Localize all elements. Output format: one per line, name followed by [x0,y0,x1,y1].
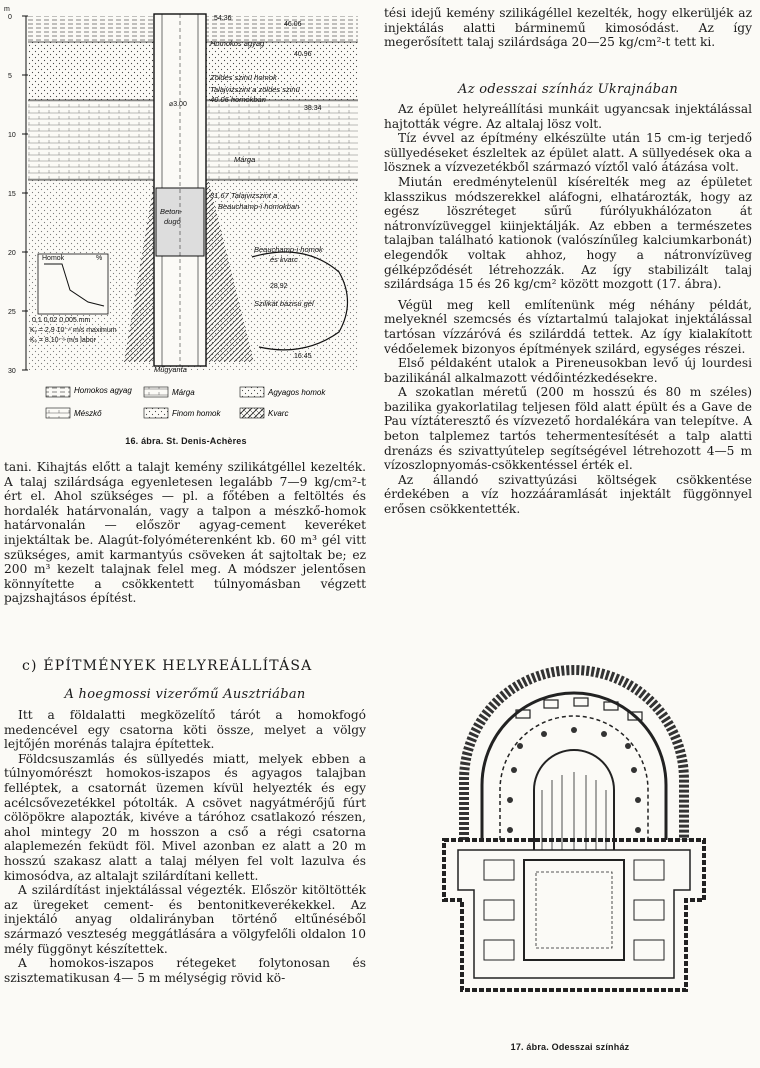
inset-label-homok: Homok [42,255,65,262]
label-marga: Márga [234,155,256,164]
subheading-block-1 [4,687,366,702]
depth-tick-label: 25 [8,309,16,316]
depth-tick-label: 10 [8,132,16,139]
inset-label-k2: Kᵥ = 8.10⁻⁶ m/s labor [30,337,96,344]
legend [46,386,326,418]
section-heading-block [4,658,366,674]
paragraph: Miután eredménytelenül kísérelték meg az épületet klasszikus módszerekkel aláfogni, elhatározták, hogy az egész löszréteget sűrű fúrólyukhálózaton át nátronvízüveggel kiinjektálják. Az ebben a természetes talajban található kationok (valószínűleg kalciumkarbonát) elegendők voltak ahhoz, hogy a nátronvízüveg gélképződését létrehozzák. Az így stabilizált talaj szilárdsága 15 és 26 kg/cm² között mozgott (17. ábra). [384,174,752,292]
label-zoldes: Zöldes szinü homok [210,73,277,82]
label-beauchamp-2: Beauchamp-i homok [254,245,323,254]
paragraph: Végül meg kell említenünk még néhány példát, melyeknél szemcsés és víztartalmú talajokat injektálással tartósan vízzáróvá és szilárddá tettek. Az így kialakított védőelemek bizonyos építmények szilárd, egységes részei. [384,297,752,356]
paragraph: Az épület helyreállítási munkáit ugyancsak injektálással hajtották végre. Az altalaj lösz volt. [384,102,752,131]
inset-label-pct: % [96,255,103,262]
label-szilikat: Szilikát bázisú gél [254,299,314,308]
label-beton-1: Beton- [160,207,183,216]
inset-label-x: 0,1 0,02 0,005 mm [32,317,91,324]
legend-homokos-agyag: Homokos agyag [74,386,132,395]
subheading-odessa: Az odesszai színház Ukrajnában [458,82,678,97]
subheading-hoegmoss: A hoegmossi vizerőmű Ausztriában [64,687,306,702]
paragraph: Földcsuszamlás és süllyedés miatt, melyek ebben a túlnyomórészt homokos-iszapos és agyagos talajban felléptek, a csatornát üzemen kívül helyezték és egy acélcsővezetékkel pótolták. A csövet nagyátmérőjű fúrt cölöpökre alapozták, kivéve a táróhoz csatlakozó részen, ahol mintegy 20 m hosszon a cső a régi csatorna alaplemezén feküdt föl. Mivel azonban ez alatt a 20 m hosszú szakasz alatt a talaj mélyen fel volt lazulva és kimosódva, az altalajt szilárdítani kellett. [4,751,366,883]
inset-graph [38,254,108,314]
subheading-block-2 [384,82,752,97]
depth-tick-label: 15 [8,191,16,198]
stage [524,860,624,960]
figure-17-drawing [424,650,724,1030]
label-talajviz-1: Talajvizszint a zöldes szinü [210,85,300,94]
legend-meszko: Mészkő [74,409,102,418]
paragraph: A szilárdítást injektálással végezték. Először kitöltötték az üregeket cement- és bentonitkeverékekkel. Az injektáló anyag oldalirányban történő eltűnéséből származó veszteség meggátlására a völgyfelőli oldalon 10 mély függönyt készítettek. [4,883,366,956]
figure-16 [4,2,368,442]
right-text-block-2 [384,102,752,517]
label-31-67: 31.67 Talajvizszint a [210,191,278,200]
figure-17 [424,650,724,1030]
figure-16-caption: 16. ábra. St. Denis-Achères [125,436,247,446]
left-text-block-1 [4,460,366,606]
label-54-36: 54.36 [214,15,232,22]
label-16-45: 16.45 [294,353,312,360]
depth-tick-label: 0 [8,14,12,21]
figure-16-drawing [4,2,368,442]
label-beauchamp-1: Beauchamp-i homokban [218,202,300,211]
depth-tick-label: 30 [8,368,16,375]
right-text-block-1 [384,6,752,50]
paragraph: Itt a földalatti megközelítő tárót a homokfogó medencével egy csatorna köti össze, melyet a völgy lejtőjén morénás talajra építettek. [4,708,366,752]
label-40-96: 40.96 [294,51,312,58]
legend-marga: Márga [172,388,195,397]
legend-finom-homok: Finom homok [172,409,221,418]
legend-agyagos-homok: Agyagos homok [268,388,326,397]
depth-ticks [8,14,28,375]
paragraph: Első példaként utalok a Pireneusokban levő új lourdesi bazilikánál alkalmazott védőintézkedésekre. [384,356,752,385]
depth-tick-label: 5 [8,73,12,80]
label-homokos-agyag: Homokos agyag [210,39,265,48]
figure-17-caption: 17. ábra. Odesszai színház [510,1042,630,1052]
left-text-block-2 [4,708,366,985]
paragraph: A szokatlan méretű (200 m hosszú és 80 m széles) bazilika gyakorlatilag teljesen föld alatt épült és a Gave de Pau víztáteresztő és vízvezető hordalékára van telepítve. A beton talplemez tartós tehermentesítését a talp alatti drenázs és szivattyútelep segítségével létrehozott 4—5 m vízoszlopnyomás-csökkentéssel érték el. [384,385,752,473]
building-base [444,840,704,990]
paragraph: A homokos-iszapos rétegeket folytonosan és szisztematikusan 4— 5 m mélységig rövid kö- [4,956,366,985]
paragraph: Az állandó szivattyúzási költségek csökkentése érdekében a víz hozzááramlását injektált függönnyel erősen csökkentették. [384,472,752,517]
label-beton-2: dugó [164,217,181,226]
section-heading: c) ÉPÍTMÉNYEK HELYREÁLLÍTÁSA [22,658,313,674]
paragraph: tési idejű kemény szilikágéllel kezelték, hogy elkerüljék az injektálás alatti bárminemű kimosódást. Az így megerősített talaj szilárdsága 20—25 kg/cm²-t tett ki. [384,6,752,50]
label-28-92: 28.92 [270,283,288,290]
axis-unit: m [4,6,10,13]
label-38-34: 38.34 [304,105,322,112]
inset-label-k1: Kᵥ = 2,9 10⁻⁴ m/s maximum [30,327,117,334]
label-talajviz-2: 40.06 homokban [210,95,266,104]
paragraph: Tíz évvel az építmény elkészülte után 15 cm-ig terjedő süllyedéseket észleltek az épület alatt. A süllyedések oka a lösznek a vízvezetékből származó víztől való átázása volt. [384,131,752,175]
legend-kvarc: Kvarc [268,409,289,418]
label-diameter: ⌀3.00 [169,101,187,108]
label-es-kvarc: és kvarc [270,255,298,264]
label-46-06: 46.06 [284,21,302,28]
paragraph: tani. Kihajtás előtt a talajt kemény szilikátgéllel kezelték. A talaj szilárdsága egyenletesen legalább 7—9 kg/cm²-t ért el. Ahol szükséges — pl. a főtében a feltöltés és hordalék határvonalán, vagy a talpon a mészkő-homok határvonalán — először agyag-cement keveréket injektáltak be. Alagút-folyóméterenként kb. 60 m³ gél vitt szükséges, amit karmantyús csöveken át sajtoltak be; ez 200 m³ kezelt talajnak felel meg. A módszer jelentősen könnyítette a csökkentett túlnyomásban végzett pajzshajtásos építést. [4,460,366,606]
label-muguanta: Műgyanta [154,365,187,374]
depth-tick-label: 20 [8,250,16,257]
